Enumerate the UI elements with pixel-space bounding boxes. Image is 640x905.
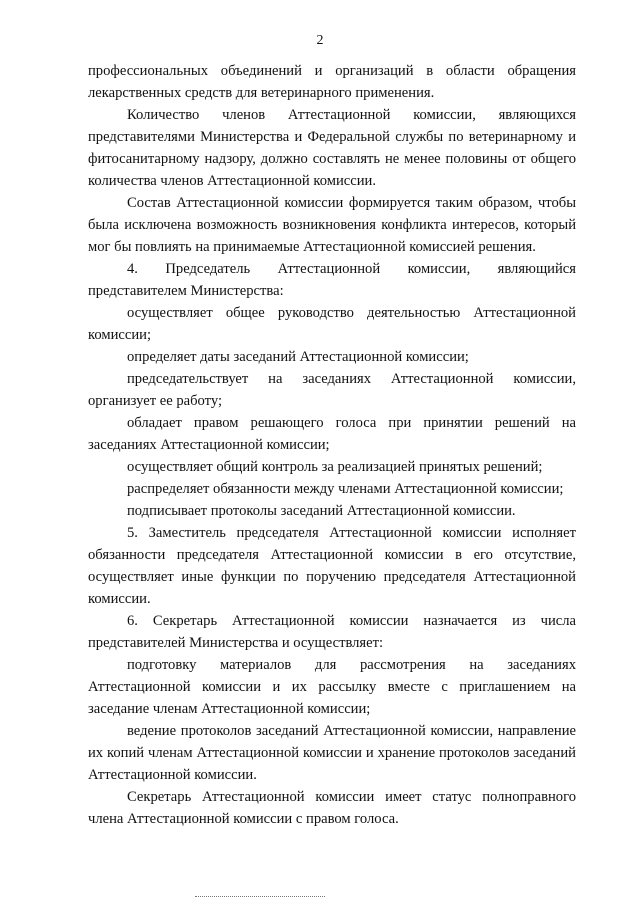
paragraph: профессиональных объединений и организаций в области обращения лекарственных средств для ветеринарного применения. [88,63,576,101]
list-item: распределяет обязанности между членами Аттестационной комиссии; [127,481,564,497]
page-number: 2 [316,33,324,48]
paragraph: Состав Аттестационной комиссии формируется таким образом, чтобы была исключена возможность возникновения конфликта интересов, который мог бы повлиять на принимаемые Аттестационной комиссией решения. [88,195,576,255]
list-item: осуществляет общее руководство деятельностью Аттестационной комиссии; [88,305,576,343]
list-item: ведение протоколов заседаний Аттестационной комиссии, направление их копий членам Аттестационной комиссии и хранение протоколов заседаний Аттестационной комиссии. [88,723,576,783]
list-item: осуществляет общий контроль за реализацией принятых решений; [127,459,543,475]
list-item: подготовку материалов для рассмотрения на заседаниях Аттестационной комиссии и их рассылку вместе с приглашением на заседание членам Аттестационной комиссии; [88,657,576,717]
paragraph: Количество членов Аттестационной комиссии, являющихся представителями Министерства и Федеральной службы по ветеринарному и фитосанитарному надзору, должно составлять не менее половины от общего количества членов Аттестационной комиссии. [88,107,576,189]
list-item: председательствует на заседаниях Аттестационной комиссии, организует ее работу; [88,371,576,409]
document-body [88,60,576,830]
section-5-paragraph: 5. Заместитель председателя Аттестационной комиссии исполняет обязанности председателя Аттестационной комиссии в его отсутствие, осуществляет иные функции по поручению председателя Аттестационной комиссии. [88,525,576,607]
list-item: подписывает протоколы заседаний Аттестационной комиссии. [127,503,516,519]
paragraph: Секретарь Аттестационной комиссии имеет статус полноправного члена Аттестационной комиссии с правом голоса. [88,789,576,827]
section-6-heading: 6. Секретарь Аттестационной комиссии назначается из числа представителей Министерства и осуществляет: [88,613,576,651]
list-item: определяет даты заседаний Аттестационной комиссии; [127,349,469,365]
scan-edge-mark [195,896,325,897]
section-4-heading: 4. Председатель Аттестационной комиссии, являющийся представителем Министерства: [88,261,576,299]
list-item: обладает правом решающего голоса при принятии решений на заседаниях Аттестационной комиссии; [88,415,576,453]
